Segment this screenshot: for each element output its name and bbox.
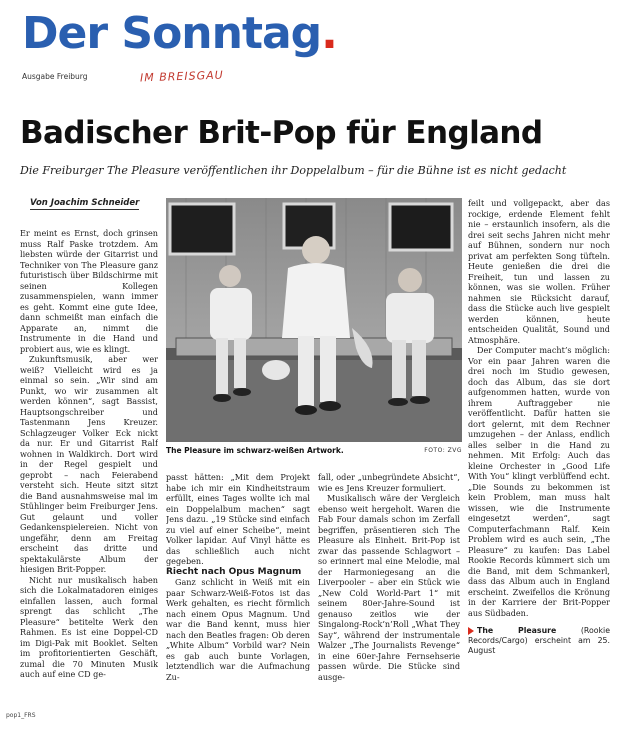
article-column-4: [468, 198, 610, 718]
photo-caption: [166, 446, 462, 455]
article-byline: Von Joachim Schneider: [30, 198, 140, 208]
triangle-bullet-icon: [468, 627, 474, 635]
paragraph: Musikalisch wäre der Vergleich ebenso weit hergeholt. Waren die Fab Four damals schon im Zerfall begriffen, präsentieren sich The Pleasure als Einheit. Brit-Pop ist zwar das passende Schlagwort – so erinnert mal eine Melodie, mal der Harmoniegesang an die Liverpooler – aber ein Stück wie „New Cold World-Part 1“ mit seinem 80er-Jahre-Sound ist genauso zeitlos wie der Singalong-Rock’n’Roll „What They Say“, während der instrumentale Walzer „The Journalists Revenge“ in eine 60er-Jahre Fernsehserie passen würde. Die Stücke sind ausge-: [318, 493, 460, 682]
paragraph: Nicht nur musikalisch haben sich die Lokalmatadoren einiges einfallen lassen, auch formal sprengt das schlicht „The Pleasure“ betitelte Werk den Rahmen. Es ist eine Doppel-CD im Digi-Pak mit Booklet. Selten im profitorientierten Geschäft, zumal die 70 Minuten Musik auch auf eine CD ge-: [20, 574, 158, 679]
page-footer-code: pop1_FRS: [6, 712, 36, 719]
paragraph: Zukunftsmusik, aber wer weiß? Vielleicht wird es ja einmal so sein. „Wir sind am Punkt, wo wir zusammen alt werden können“, sagt Bassist, Hauptsongschreiber und Tastenmann Jens Kreuzer. Schlagzeuger Volker Eck nickt da nur. Er und Gitarrist Ralf wohnen in Waldkirch. Dort wird in der Regel gespielt und geprobt – nach Feierabend versteht sich. Heute sitzt sitzt die Band ausnahmsweise mal im Stühlinger beim Freiburger Jens. Gut gelaunt und voller Gedankenspielereien. Nicht von ungefähr, denn am Freitag erscheint das dritte und spektakulärste Album der hiesigen Brit-Popper.: [20, 354, 158, 574]
masthead-title: Der Sonntag: [22, 8, 322, 59]
paragraph: feilt und vollgepackt, aber das rockige, erdende Element fehlt nie – erstaunlich insofern, als die drei seit sechs Jahren nicht mehr auf Bühnen, sondern nur noch privat am perfekten Song tüfteln. Heute genießen die drei die Freiheit, tun und lassen zu können, was sie wollen. Früher nahmen sie Rücksicht darauf, dass die Stücke auch live gespielt werden können, heute entscheiden Qualität, Sound und Atmosphäre.: [468, 198, 610, 345]
section-subheading: Riecht nach Opus Magnum: [166, 566, 302, 577]
edition-label: Ausgabe Freiburg: [22, 72, 88, 81]
paragraph: passt hätten: „Mit dem Projekt habe ich mir ein Kindheitstraum erfüllt, eines Tages wollte ich mal ein Doppelalbum machen“ sagt Jens dazu. „19 Stücke sind einfach zu viel auf einer Scheibe“, meint Volker lapidar. Auf Vinyl hätte es das schließlich auch nicht gegeben.: [166, 472, 310, 566]
article-headline: Badischer Brit-Pop für England: [20, 115, 543, 151]
paragraph: fall, oder „unbegründete Absicht“, wie es Jens Kreuzer formuliert.: [318, 472, 460, 493]
band-photo-illustration: [166, 198, 462, 442]
paragraph: Der Computer macht’s möglich: Vor ein paar Jahren waren die drei noch im Studio gewesen, doch das Album, das sie dort aufgenommen hatten, wurde von ihrem Auftraggeber nie veröffentlicht. Dafür hatten sie dort gelernt, mit dem Rechner umzugehen – der Anlass, endlich alles selber in die Hand zu nehmen. Mit Erfolg: Auch das kleine Orchester in „Good Life With You“ klingt verblüffend echt. „Die Sounds zu bekommen ist kein Problem, man muss halt wissen, wie die Instrumente eingesetzt werden“, sagt Computerfachmann Ralf. Kein Problem wird es auch sein, „The Pleasure“ zu kaufen: Das Label Rookie Records kümmert sich um die Band, mit dem Schmankerl, dass das Album auch in England erscheint. Zweifellos die Krönung in der Karriere der Brit-Popper aus Südbaden.: [468, 345, 610, 618]
article-column-1: [20, 228, 158, 708]
handwritten-annotation: IM BREISGAU: [139, 68, 224, 85]
release-note: [468, 626, 610, 656]
article-column-3: [318, 472, 460, 712]
band-photo: [166, 198, 462, 442]
newspaper-masthead: [22, 8, 337, 59]
release-note-band: The Pleasure: [477, 626, 557, 635]
paragraph: Ganz schlicht in Weiß mit ein paar Schwarz-Weiß-Fotos ist das Werk gehalten, es riecht förmlich nach einem Opus Magnum. Und war die Band kennt, muss hier nach den Beatles fragen: Ob deren „White Album“ Vorbild war? Nein es gab auch bunte Vorlagen, letztendlich war die Aufmachung Zu-: [166, 577, 310, 682]
release-note-text: (Rookie Records/Cargo) erscheint am 25. August: [468, 626, 610, 655]
photo-credit: FOTO: ZVG: [424, 447, 462, 454]
masthead-dot: .: [321, 8, 337, 59]
paragraph: Er meint es Ernst, doch grinsen muss Ralf Paske trotzdem. Am liebsten würde der Gitarrist und Techniker von The Pleasure ganz futuristisch über Bildschirme mit seinen Kollegen zusammenspielen, wann immer es geht. Kommt eine gute Idee, dann schmeißt man einfach die Apparate an, nimmt die Instrumente in die Hand und probiert aus, wie es klingt.: [20, 228, 158, 354]
article-subheadline: Die Freiburger The Pleasure veröffentlichen ihr Doppelalbum – für die Bühne ist es nicht gedacht: [20, 164, 567, 177]
caption-text: The Pleasure im schwarz-weißen Artwork.: [166, 446, 344, 455]
article-column-2: [166, 472, 310, 712]
